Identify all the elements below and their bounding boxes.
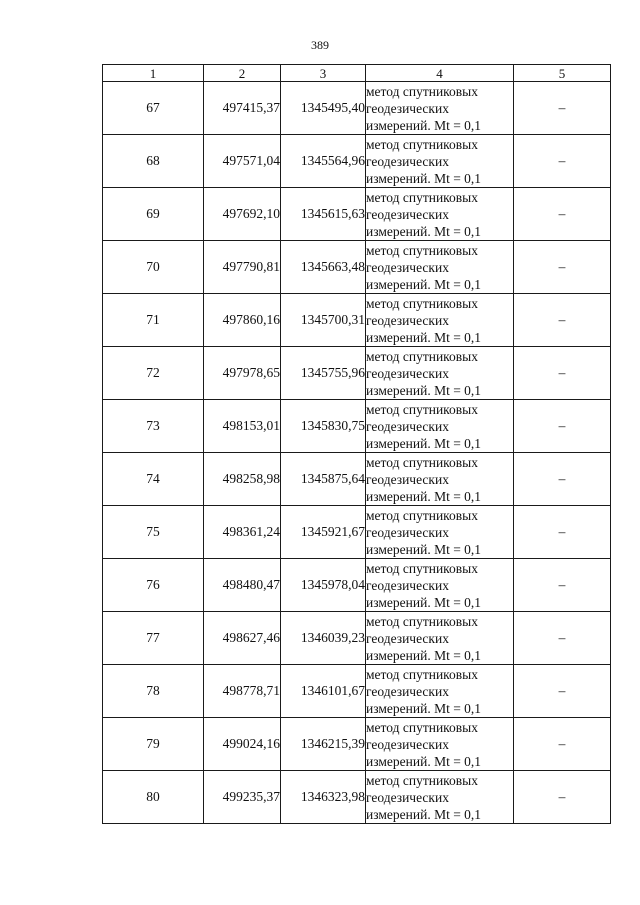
y-coordinate-cell: 1345875,64 [281,453,366,506]
point-number-cell: 77 [103,612,204,665]
y-coordinate-cell: 1345663,48 [281,241,366,294]
method-cell [366,665,514,718]
method-cell [366,559,514,612]
method-cell [366,82,514,135]
y-coordinate-cell: 1345978,04 [281,559,366,612]
column-5-cell: – [514,241,611,294]
method-cell [366,771,514,824]
method-line: геодезических [366,259,449,275]
method-cell [366,188,514,241]
point-number-cell: 80 [103,771,204,824]
table-row [103,771,611,824]
table-row [103,294,611,347]
x-coordinate-cell: 497790,81 [204,241,281,294]
column-5-cell: – [514,665,611,718]
method-cell [366,347,514,400]
x-coordinate-cell: 499235,37 [204,771,281,824]
x-coordinate-cell: 498480,47 [204,559,281,612]
y-coordinate-cell: 1345830,75 [281,400,366,453]
table-row [103,612,611,665]
method-line: метод спутниковых [366,83,478,99]
y-coordinate-cell: 1345755,96 [281,347,366,400]
method-line: геодезических [366,100,449,116]
method-line: метод спутниковых [366,613,478,629]
column-header-2: 2 [204,65,281,82]
column-5-cell: – [514,453,611,506]
method-line: измерений. Mt = 0,1 [366,223,482,239]
method-line: измерений. Mt = 0,1 [366,382,482,398]
method-line: метод спутниковых [366,454,478,470]
column-5-cell: – [514,135,611,188]
y-coordinate-cell: 1346039,23 [281,612,366,665]
table-row [103,188,611,241]
method-line: геодезических [366,471,449,487]
method-line: измерений. Mt = 0,1 [366,753,482,769]
method-line: метод спутниковых [366,507,478,523]
method-line: геодезических [366,577,449,593]
method-cell [366,718,514,771]
table-row [103,559,611,612]
table-row [103,400,611,453]
column-header-5: 5 [514,65,611,82]
point-number-cell: 76 [103,559,204,612]
column-5-cell: – [514,294,611,347]
column-5-cell: – [514,188,611,241]
point-number-cell: 69 [103,188,204,241]
y-coordinate-cell: 1345564,96 [281,135,366,188]
method-line: метод спутниковых [366,136,478,152]
point-number-cell: 71 [103,294,204,347]
method-line: измерений. Mt = 0,1 [366,435,482,451]
method-line: измерений. Mt = 0,1 [366,488,482,504]
method-cell [366,241,514,294]
table-row [103,135,611,188]
column-header-3: 3 [281,65,366,82]
method-line: геодезических [366,683,449,699]
method-line: метод спутниковых [366,772,478,788]
table-row [103,453,611,506]
y-coordinate-cell: 1345921,67 [281,506,366,559]
point-number-cell: 68 [103,135,204,188]
method-line: геодезических [366,418,449,434]
table-row [103,718,611,771]
method-line: метод спутниковых [366,348,478,364]
method-line: измерений. Mt = 0,1 [366,170,482,186]
method-cell [366,453,514,506]
x-coordinate-cell: 498153,01 [204,400,281,453]
method-cell [366,400,514,453]
table-row [103,347,611,400]
column-5-cell: – [514,506,611,559]
method-line: метод спутниковых [366,189,478,205]
coordinates-table [102,64,611,824]
x-coordinate-cell: 497571,04 [204,135,281,188]
column-header-1: 1 [103,65,204,82]
method-line: геодезических [366,312,449,328]
method-line: геодезических [366,524,449,540]
point-number-cell: 75 [103,506,204,559]
method-line: геодезических [366,153,449,169]
method-line: измерений. Mt = 0,1 [366,647,482,663]
point-number-cell: 79 [103,718,204,771]
method-line: геодезических [366,365,449,381]
method-cell [366,294,514,347]
x-coordinate-cell: 498258,98 [204,453,281,506]
method-line: измерений. Mt = 0,1 [366,276,482,292]
y-coordinate-cell: 1345615,63 [281,188,366,241]
table-header-row [103,65,611,82]
x-coordinate-cell: 498778,71 [204,665,281,718]
table-row [103,665,611,718]
method-line: измерений. Mt = 0,1 [366,329,482,345]
point-number-cell: 74 [103,453,204,506]
x-coordinate-cell: 497860,16 [204,294,281,347]
point-number-cell: 78 [103,665,204,718]
point-number-cell: 72 [103,347,204,400]
method-line: измерений. Mt = 0,1 [366,594,482,610]
method-line: геодезических [366,789,449,805]
column-5-cell: – [514,559,611,612]
method-line: геодезических [366,630,449,646]
method-line: измерений. Mt = 0,1 [366,806,482,822]
column-5-cell: – [514,718,611,771]
column-5-cell: – [514,771,611,824]
x-coordinate-cell: 497978,65 [204,347,281,400]
point-number-cell: 67 [103,82,204,135]
x-coordinate-cell: 497692,10 [204,188,281,241]
x-coordinate-cell: 498361,24 [204,506,281,559]
y-coordinate-cell: 1346101,67 [281,665,366,718]
method-line: измерений. Mt = 0,1 [366,117,482,133]
method-line: метод спутниковых [366,719,478,735]
column-5-cell: – [514,347,611,400]
column-5-cell: – [514,82,611,135]
y-coordinate-cell: 1345700,31 [281,294,366,347]
table-body [103,82,611,824]
x-coordinate-cell: 498627,46 [204,612,281,665]
method-line: измерений. Mt = 0,1 [366,541,482,557]
table-row [103,82,611,135]
method-line: метод спутниковых [366,401,478,417]
method-line: метод спутниковых [366,560,478,576]
method-line: метод спутниковых [366,666,478,682]
y-coordinate-cell: 1345495,40 [281,82,366,135]
method-line: метод спутниковых [366,242,478,258]
method-cell [366,612,514,665]
method-line: метод спутниковых [366,295,478,311]
page-number: 389 [311,38,329,52]
method-cell [366,506,514,559]
method-line: измерений. Mt = 0,1 [366,700,482,716]
x-coordinate-cell: 497415,37 [204,82,281,135]
method-line: геодезических [366,206,449,222]
column-5-cell: – [514,400,611,453]
table-row [103,506,611,559]
column-header-4: 4 [366,65,514,82]
point-number-cell: 70 [103,241,204,294]
method-cell [366,135,514,188]
point-number-cell: 73 [103,400,204,453]
column-5-cell: – [514,612,611,665]
y-coordinate-cell: 1346323,98 [281,771,366,824]
table-row [103,241,611,294]
method-line: геодезических [366,736,449,752]
x-coordinate-cell: 499024,16 [204,718,281,771]
y-coordinate-cell: 1346215,39 [281,718,366,771]
